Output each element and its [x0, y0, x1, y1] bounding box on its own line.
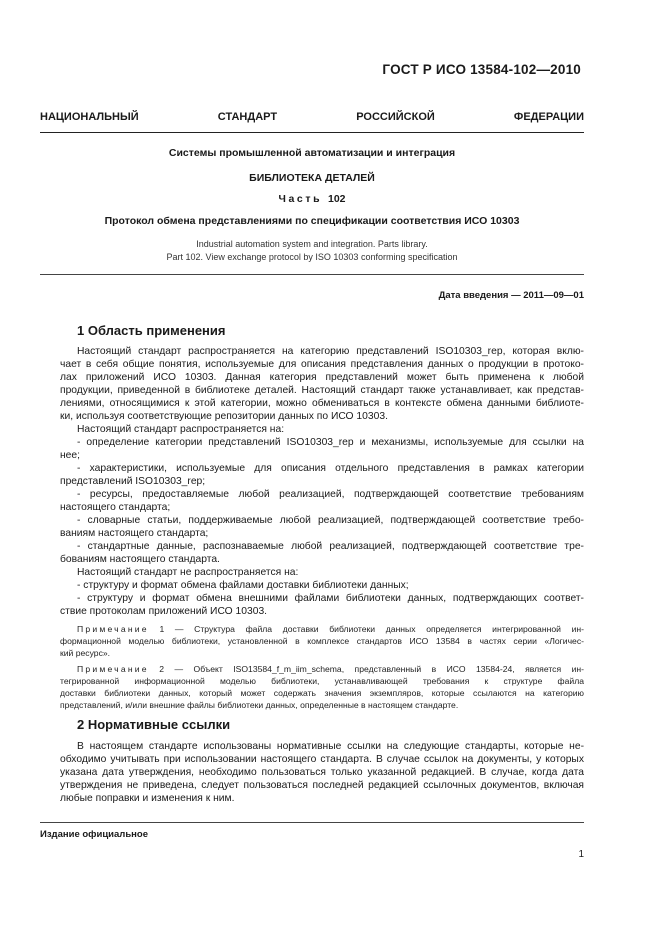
section-1-line: настоящего стандарта; [60, 502, 171, 513]
note-1-line [77, 624, 584, 636]
section-2-heading: 2 Нормативные ссылки [77, 717, 231, 732]
page-number: 1 [578, 849, 584, 860]
introduction-date: Дата введения — 2011—09—01 [438, 290, 584, 301]
section-1-line: Настоящий стандарт не распространяется на: [77, 567, 299, 578]
top-divider [40, 132, 584, 133]
bottom-divider [40, 822, 584, 823]
section-1-line: лах приложений ИСО 10303. Данная категория представлений может быть применена к любой [60, 372, 584, 383]
note-2-line [77, 664, 584, 676]
note-2-label: Примечание [77, 664, 149, 674]
english-title-line-2: Part 102. View exchange protocol by ISO 10303 conforming specification [166, 252, 458, 262]
document-code: ГОСТ Р ИСО 13584-102—2010 [382, 62, 581, 77]
note-2-line: доставки библиотеки данных, который может содержать значения экземпляров, которые ссылаются на категорию [60, 688, 584, 698]
section-1-line: лениями, относящимися к этой категории, можно обмениваться в контексте обмена данными библиоте- [60, 398, 584, 409]
part-word: Часть [278, 193, 323, 205]
section-2-line: указана дата утверждения, необходимо пользоваться только указанной редакцией. В случае, когда дата [60, 767, 584, 778]
standard-subject: Системы промышленной автоматизации и интеграция [168, 147, 456, 159]
section-2-line: В настоящем стандарте использованы нормативные ссылки на следующие стандарты, которые не- [77, 741, 584, 752]
note-1-text: 1 — Структура файла доставки библиотеки данных определяется интегрированной ин- [159, 624, 584, 634]
note-1-line: кий ресурс». [60, 648, 111, 658]
section-1-line: - структуру и формат обмена внешними файлами библиотеки данных, подтверждающих соответ- [77, 593, 584, 604]
section-1-line: - характеристики, используемые для описания отдельного представления в рамках категории [77, 463, 584, 474]
note-2-text: 2 — Объект ISO13584_f_m_iim_schema, представленный в ИСО 13584-24, является ин- [159, 664, 584, 674]
section-1-line: ки, используя соответствующие репозитории данных по ИСО 10303. [60, 411, 388, 422]
section-1-line: - структуру и формат обмена файлами доставки библиотеки данных; [77, 580, 409, 591]
official-edition-label: Издание официальное [40, 829, 148, 840]
section-1-line: Настоящий стандарт распространяется на: [77, 424, 285, 435]
section-1-heading: 1 Область применения [77, 323, 226, 338]
section-1-line: - ресурсы, предоставляемые любой реализацией, подтверждающей соответствие требованиям [77, 489, 584, 500]
library-title: БИБЛИОТЕКА ДЕТАЛЕЙ [249, 172, 375, 184]
part-label [40, 193, 584, 205]
english-title-line-1: Industrial automation system and integration. Parts library. [196, 239, 428, 249]
note-1-label: Примечание [77, 624, 149, 634]
section-2-line: любые поправки и изменения к ним. [60, 793, 235, 804]
national-standard-title: НАЦИОНАЛЬНЫЙ СТАНДАРТ РОССИЙСКОЙ ФЕДЕРАЦИИ [40, 111, 584, 123]
section-1-line: нее; [60, 450, 81, 461]
protocol-title: Протокол обмена представлениями по спецификации соответствия ИСО 10303 [104, 215, 520, 227]
middle-divider [40, 274, 584, 275]
section-1-line: - определение категории представлений ISO10303_rep и механизмы, используемые для ссылки на [77, 437, 584, 448]
section-2-line: утверждения не приведена, следует пользоваться последней редакцией ссылочных документов, включая [60, 780, 584, 791]
section-1-line: ваниям настоящего стандарта; [60, 528, 209, 539]
section-1-line: Настоящий стандарт распространяется на категорию представлений ISO10303_rep, которая вклю- [77, 346, 584, 357]
note-1-line: формационной моделью библиотеки, установленной в комплексе стандартов ИСО 13584 в частях серии «Логичес- [60, 636, 584, 646]
note-2-line: представлений, и/или внешние файлы библиотеки данных, определенные в настоящем стандарте. [60, 700, 459, 710]
section-2-line: обходимо учитывать при использовании настоящего стандарта. В случае ссылок на документы, у которых [60, 754, 584, 765]
section-1-line: продукции, приведенной в библиотеке деталей. Настоящий стандарт также устанавливает, как представ- [60, 385, 584, 396]
section-1-line: ствие протоколам приложений ИСО 10303. [60, 606, 268, 617]
note-2-line: тегрированной информационной моделью библиотеки, устанавливающей требования к структуре файла [60, 676, 584, 686]
section-1-line: - словарные статьи, поддерживаемые любой реализацией, подтверждающей соответствие требо- [77, 515, 584, 526]
part-number: 102 [327, 193, 346, 205]
section-1-line: - стандартные данные, распознаваемые любой реализацией, подтверждающей соответствие тре- [77, 541, 584, 552]
section-1-line: представлений ISO10303_rep; [60, 476, 206, 487]
section-1-line: бованиям настоящего стандарта. [60, 554, 220, 565]
section-1-line: чает в себя общие понятия, используемые для описания представления данных о продукции в протоко- [60, 359, 584, 370]
